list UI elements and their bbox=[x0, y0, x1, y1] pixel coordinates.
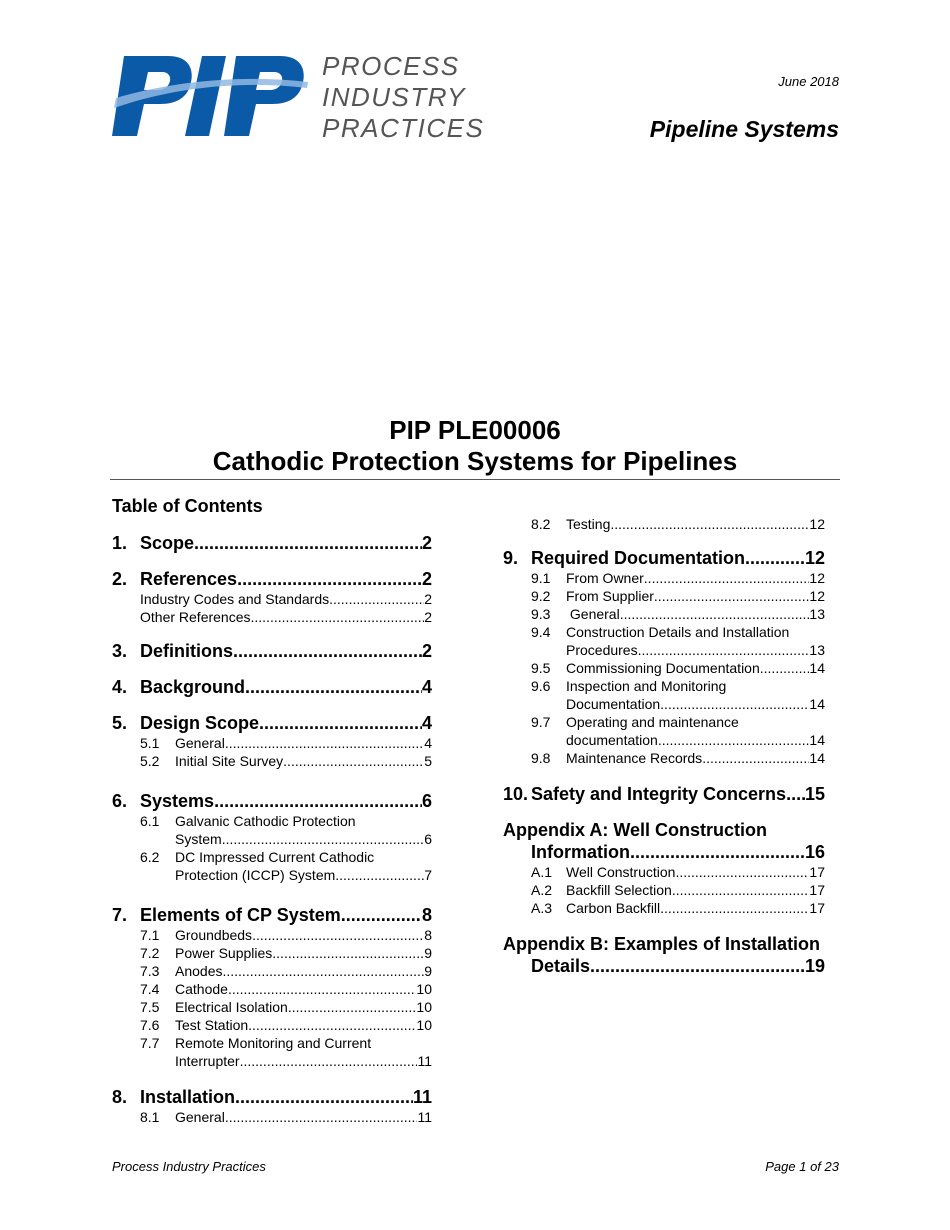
logo-word-1: PROCESS bbox=[322, 51, 460, 81]
toc-label-line2: Information bbox=[531, 842, 630, 862]
toc-num: 8.1 bbox=[140, 1109, 160, 1125]
toc-entry-8-2[interactable] bbox=[503, 515, 825, 533]
toc-entry-appendix-b[interactable] bbox=[503, 933, 825, 977]
toc-entry-8-1[interactable] bbox=[112, 1108, 432, 1126]
toc-label: Testing bbox=[566, 516, 611, 532]
toc-label: Maintenance Records bbox=[566, 750, 703, 766]
toc-leader bbox=[675, 863, 809, 881]
toc-page: 2 bbox=[424, 609, 432, 625]
toc-entry-9-7[interactable] bbox=[503, 713, 825, 749]
toc-leader bbox=[194, 532, 422, 554]
toc-page: 4 bbox=[421, 677, 432, 697]
toc-leader bbox=[259, 712, 422, 734]
toc-page: 2 bbox=[424, 591, 432, 607]
toc-page: 19 bbox=[804, 956, 825, 976]
toc-label: Groundbeds bbox=[175, 927, 253, 943]
toc-num: 2. bbox=[112, 569, 128, 589]
toc-num: 7. bbox=[112, 905, 128, 925]
toc-num: 4. bbox=[112, 677, 128, 697]
toc-num: 9.8 bbox=[531, 750, 551, 766]
toc-entry-a-2[interactable] bbox=[503, 881, 825, 899]
toc-label: Systems bbox=[140, 791, 215, 811]
toc-label: Power Supplies bbox=[175, 945, 273, 961]
toc-page: 12 bbox=[804, 548, 825, 568]
toc-leader bbox=[228, 980, 416, 998]
toc-page: 2 bbox=[421, 533, 432, 553]
toc-label: Industry Codes and Standards bbox=[140, 591, 330, 607]
toc-leader bbox=[341, 904, 422, 926]
toc-num: 6.1 bbox=[140, 813, 160, 829]
toc-page: 6 bbox=[421, 791, 432, 811]
toc-leader bbox=[654, 587, 810, 605]
toc-leader bbox=[745, 547, 805, 569]
toc-page: 4 bbox=[421, 713, 432, 733]
toc-page: 10 bbox=[416, 981, 432, 997]
toc-entry-a-3[interactable] bbox=[503, 899, 825, 917]
toc-entry-required-documentation[interactable] bbox=[503, 547, 825, 569]
toc-label: General bbox=[175, 735, 225, 751]
toc-leader bbox=[222, 830, 425, 848]
toc-label: Design Scope bbox=[140, 713, 260, 733]
toc-label-line1: Galvanic Cathodic Protection bbox=[175, 813, 356, 829]
toc-leader bbox=[630, 841, 805, 863]
toc-num: A.2 bbox=[531, 882, 553, 898]
toc-entry-installation[interactable] bbox=[112, 1086, 432, 1108]
toc-entry-5-2[interactable] bbox=[112, 752, 432, 770]
toc-label: Background bbox=[140, 677, 246, 697]
toc-page: 13 bbox=[809, 642, 825, 658]
toc-entry-systems[interactable] bbox=[112, 790, 432, 812]
toc-page: 4 bbox=[424, 735, 432, 751]
toc-label: From Supplier bbox=[566, 588, 654, 604]
toc-page: 5 bbox=[424, 753, 432, 769]
toc-leader bbox=[335, 866, 424, 884]
toc-leader bbox=[225, 1108, 418, 1126]
toc-page: 7 bbox=[424, 867, 432, 883]
toc-left-column bbox=[112, 532, 432, 1126]
toc-leader bbox=[672, 881, 810, 899]
toc-label: References bbox=[140, 569, 238, 589]
toc-entry-6-2[interactable] bbox=[112, 848, 432, 884]
toc-num: 7.1 bbox=[140, 927, 160, 943]
toc-num: 7.4 bbox=[140, 981, 160, 997]
toc-entry-scope[interactable] bbox=[112, 532, 432, 554]
toc-label: Required Documentation bbox=[531, 548, 746, 568]
toc-page: 11 bbox=[412, 1087, 432, 1107]
toc-label: Scope bbox=[140, 533, 195, 553]
toc-leader bbox=[702, 749, 809, 767]
toc-entry-7-7[interactable] bbox=[112, 1034, 432, 1070]
toc-num: 9.3 bbox=[531, 606, 551, 622]
toc-label-line2: Documentation bbox=[566, 696, 661, 712]
toc-page: 11 bbox=[417, 1053, 432, 1069]
toc-num: 9.7 bbox=[531, 714, 551, 730]
toc-leader bbox=[288, 998, 417, 1016]
toc-entry-9-2[interactable] bbox=[503, 587, 825, 605]
toc-page: 13 bbox=[809, 606, 825, 622]
toc-label: From Owner bbox=[566, 570, 644, 586]
toc-entry-7-4[interactable] bbox=[112, 980, 432, 998]
toc-label: Safety and Integrity Concerns bbox=[531, 784, 787, 804]
toc-leader bbox=[760, 659, 810, 677]
toc-entry-9-1[interactable] bbox=[503, 569, 825, 587]
toc-entry-9-6[interactable] bbox=[503, 677, 825, 713]
toc-num: 9. bbox=[503, 548, 519, 568]
toc-label-line1: DC Impressed Current Cathodic bbox=[175, 849, 375, 865]
logo-word-3: PRACTICES bbox=[322, 113, 485, 143]
toc-page: 17 bbox=[809, 900, 825, 916]
toc-num: 5. bbox=[112, 713, 128, 733]
toc-label-line1: Appendix A: Well Construction bbox=[503, 820, 767, 840]
toc-page: 9 bbox=[424, 945, 432, 961]
toc-page: 14 bbox=[809, 696, 825, 712]
toc-num: 9.6 bbox=[531, 678, 551, 694]
toc-page: 2 bbox=[421, 569, 432, 589]
toc-label-line2: documentation bbox=[566, 732, 658, 748]
toc-label: Elements of CP System bbox=[140, 905, 341, 925]
toc-num: 9.2 bbox=[531, 588, 551, 604]
toc-label: Backfill Selection bbox=[566, 882, 672, 898]
toc-num: 5.1 bbox=[140, 735, 160, 751]
logo-word-2: INDUSTRY bbox=[322, 82, 466, 112]
toc-heading: Table of Contents bbox=[112, 496, 263, 516]
toc-page: 2 bbox=[421, 641, 432, 661]
toc-num: 7.5 bbox=[140, 999, 160, 1015]
toc-label-line2: System bbox=[175, 831, 222, 847]
document-title: Cathodic Protection Systems for Pipelines bbox=[212, 446, 738, 476]
toc-entry-7-5[interactable] bbox=[112, 998, 432, 1016]
toc-leader bbox=[252, 926, 424, 944]
toc-leader bbox=[590, 955, 805, 977]
toc-leader bbox=[638, 641, 810, 659]
toc-entry-appendix-a[interactable] bbox=[503, 819, 825, 863]
toc-page: 9 bbox=[424, 963, 432, 979]
toc-page: 10 bbox=[416, 1017, 432, 1033]
toc-num: 6.2 bbox=[140, 849, 160, 865]
toc-page: 17 bbox=[809, 882, 825, 898]
toc-page: 14 bbox=[809, 750, 825, 766]
toc-num: 8.2 bbox=[531, 516, 551, 532]
toc-entry-other-references[interactable] bbox=[112, 608, 432, 626]
toc-label: Test Station bbox=[175, 1017, 249, 1033]
toc-leader bbox=[272, 944, 424, 962]
toc-page: 6 bbox=[424, 831, 432, 847]
toc-leader bbox=[245, 676, 422, 698]
toc-page: 14 bbox=[809, 732, 825, 748]
toc-label-line2: Details bbox=[531, 956, 591, 976]
toc-label: General bbox=[566, 606, 620, 622]
toc-entry-5-1[interactable] bbox=[112, 734, 432, 752]
toc-leader bbox=[237, 568, 422, 590]
toc-page: 12 bbox=[809, 516, 825, 532]
toc-entry-6-1[interactable] bbox=[112, 812, 432, 848]
footer-page-number: Page 1 of 23 bbox=[765, 1159, 839, 1174]
toc-num: A.1 bbox=[531, 864, 553, 880]
toc-num: 9.5 bbox=[531, 660, 551, 676]
toc-leader bbox=[222, 962, 424, 980]
toc-entry-7-6[interactable] bbox=[112, 1016, 432, 1034]
toc-num: 6. bbox=[112, 791, 128, 811]
toc-num: 7.2 bbox=[140, 945, 160, 961]
toc-entry-9-4[interactable] bbox=[503, 623, 825, 659]
toc-page: 12 bbox=[809, 570, 825, 586]
toc-leader bbox=[786, 783, 805, 805]
toc-entry-design-scope[interactable] bbox=[112, 712, 432, 734]
toc-label: Cathode bbox=[175, 981, 228, 997]
document-id: PIP PLE00006 bbox=[389, 415, 561, 445]
toc-entry-elements[interactable] bbox=[112, 904, 432, 926]
toc-entry-industry-codes[interactable] bbox=[112, 590, 432, 608]
toc-num: 10. bbox=[503, 784, 529, 804]
document-category: Pipeline Systems bbox=[649, 116, 839, 142]
toc-label: Commissioning Documentation bbox=[566, 660, 760, 676]
toc-num: 5.2 bbox=[140, 753, 160, 769]
toc-leader bbox=[644, 569, 810, 587]
toc-leader bbox=[251, 608, 425, 626]
toc-leader bbox=[283, 752, 424, 770]
toc-num: 9.4 bbox=[531, 624, 551, 640]
pip-logo bbox=[110, 52, 310, 140]
logo-wordmark bbox=[322, 51, 484, 144]
toc-page: 12 bbox=[809, 588, 825, 604]
toc-page: 8 bbox=[421, 905, 432, 925]
toc-leader bbox=[214, 790, 422, 812]
toc-page: 8 bbox=[424, 927, 432, 943]
toc-label-line1: Inspection and Monitoring bbox=[566, 678, 727, 694]
toc-label: Well Construction bbox=[566, 864, 676, 880]
toc-entry-9-8[interactable] bbox=[503, 749, 825, 767]
toc-num: A.3 bbox=[531, 900, 553, 916]
toc-entry-7-3[interactable] bbox=[112, 962, 432, 980]
toc-leader bbox=[235, 1086, 413, 1108]
toc-page: 15 bbox=[804, 784, 825, 804]
toc-label-line2: Procedures bbox=[566, 642, 638, 658]
toc-label-line2: Interrupter bbox=[175, 1053, 240, 1069]
toc-leader bbox=[660, 695, 809, 713]
toc-leader bbox=[610, 515, 809, 533]
toc-leader bbox=[620, 605, 810, 623]
toc-leader bbox=[225, 734, 424, 752]
toc-label: Installation bbox=[140, 1087, 236, 1107]
toc-num: 9.1 bbox=[531, 570, 551, 586]
toc-leader bbox=[240, 1052, 418, 1070]
toc-label: General bbox=[175, 1109, 225, 1125]
toc-entry-9-3[interactable] bbox=[503, 605, 825, 623]
toc-right-column bbox=[503, 515, 825, 977]
toc-leader bbox=[660, 899, 809, 917]
document-title-block bbox=[110, 415, 840, 477]
toc-label-line2: Protection (ICCP) System bbox=[175, 867, 336, 883]
toc-entry-7-1[interactable] bbox=[112, 926, 432, 944]
toc-leader bbox=[658, 731, 810, 749]
toc-leader bbox=[233, 640, 422, 662]
toc-entry-9-5[interactable] bbox=[503, 659, 825, 677]
toc-num: 7.7 bbox=[140, 1035, 160, 1051]
toc-num: 1. bbox=[112, 533, 128, 553]
footer-publisher: Process Industry Practices bbox=[112, 1159, 266, 1174]
toc-page: 11 bbox=[417, 1109, 432, 1125]
toc-entry-background[interactable] bbox=[112, 676, 432, 698]
toc-leader bbox=[329, 590, 424, 608]
toc-label-line1: Appendix B: Examples of Installation bbox=[503, 934, 821, 954]
toc-label-line1: Remote Monitoring and Current bbox=[175, 1035, 372, 1051]
toc-label: Initial Site Survey bbox=[175, 753, 284, 769]
toc-label: Electrical Isolation bbox=[175, 999, 288, 1015]
toc-label: Anodes bbox=[175, 963, 223, 979]
toc-page: 16 bbox=[804, 842, 825, 862]
toc-label: Carbon Backfill bbox=[566, 900, 661, 916]
toc-num: 8. bbox=[112, 1087, 128, 1107]
toc-entry-7-2[interactable] bbox=[112, 944, 432, 962]
toc-entry-a-1[interactable] bbox=[503, 863, 825, 881]
toc-page: 17 bbox=[809, 864, 825, 880]
title-divider bbox=[110, 479, 840, 480]
toc-entry-definitions[interactable] bbox=[112, 640, 432, 662]
toc-label: Other References bbox=[140, 609, 251, 625]
toc-leader bbox=[248, 1016, 416, 1034]
toc-num: 7.6 bbox=[140, 1017, 160, 1033]
toc-label-line1: Operating and maintenance bbox=[566, 714, 739, 730]
toc-label-line1: Construction Details and Installation bbox=[566, 624, 790, 640]
toc-entry-references[interactable] bbox=[112, 568, 432, 590]
publication-date: June 2018 bbox=[778, 74, 839, 89]
toc-label: Definitions bbox=[140, 641, 233, 661]
toc-page: 10 bbox=[416, 999, 432, 1015]
toc-num: 3. bbox=[112, 641, 128, 661]
toc-page: 14 bbox=[809, 660, 825, 676]
toc-entry-safety[interactable] bbox=[503, 783, 825, 805]
toc-num: 7.3 bbox=[140, 963, 160, 979]
